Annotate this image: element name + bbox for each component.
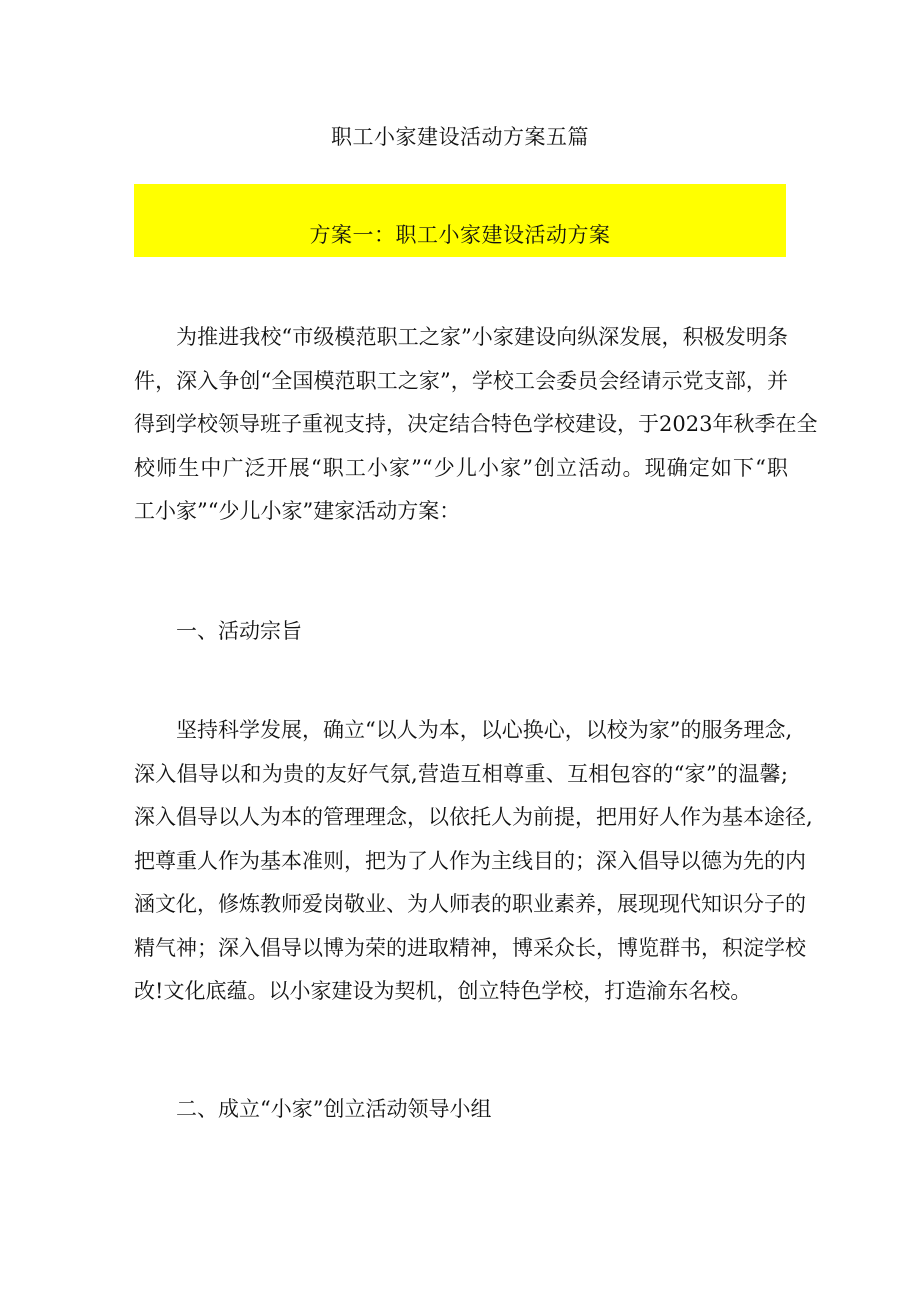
heading-purpose: 一、活动宗旨	[176, 619, 302, 643]
intro-paragraph	[134, 316, 818, 534]
paragraph-line: 件，深入争创“全国模范职工之家”，学校工会委员会经请示党支部，并	[134, 368, 788, 393]
paragraph-line: 得到学校领导班子重视支持，决定结合特色学校建设，于2023年秋季在全	[134, 412, 818, 436]
paragraph-line: 深入倡导以人为本的管理理念，以依托人为前提，把用好人作为基本途径,	[134, 805, 813, 829]
document-title: 职工小家建设活动方案五篇	[331, 125, 589, 149]
paragraph-line: 坚持科学发展，确立“以人为本，以心换心，以校为家”的服务理念,	[176, 718, 793, 742]
paragraph-line: 把尊重人作为基本准则，把为了人作为主线目的；深入倡导以德为先的内	[134, 848, 806, 873]
paragraph-line: 深入倡导以和为贵的友好气氛,营造互相尊重、互相包容的“家”的温馨;	[134, 761, 788, 786]
heading-leadership-group: 二、成立“小家”创立活动领导小组	[176, 1097, 492, 1121]
paragraph-line: 改!文化底蕴。以小家建设为契机，创立特色学校，打造渝东名校。	[134, 979, 752, 1003]
paragraph-line: 校师生中广泛开展“职工小家”“少儿小家”创立活动。现确定如下“职	[134, 455, 788, 480]
paragraph-line: 涵文化，修炼教师爱岗敬业、为人师表的职业素养，展现现代知识分子的	[134, 892, 806, 916]
paragraph-line: 为推进我校“市级模范职工之家”小家建设向纵深发展，积极发明条	[176, 325, 788, 349]
section-title: 方案一：职工小家建设活动方案	[309, 223, 611, 247]
purpose-paragraph	[134, 709, 813, 1014]
paragraph-line: 工小家”“少儿小家”建家活动方案：	[134, 499, 461, 523]
paragraph-line: 精气神；深入倡导以博为荣的进取精神，博采众长，博览群书，积淀学校	[134, 935, 806, 960]
